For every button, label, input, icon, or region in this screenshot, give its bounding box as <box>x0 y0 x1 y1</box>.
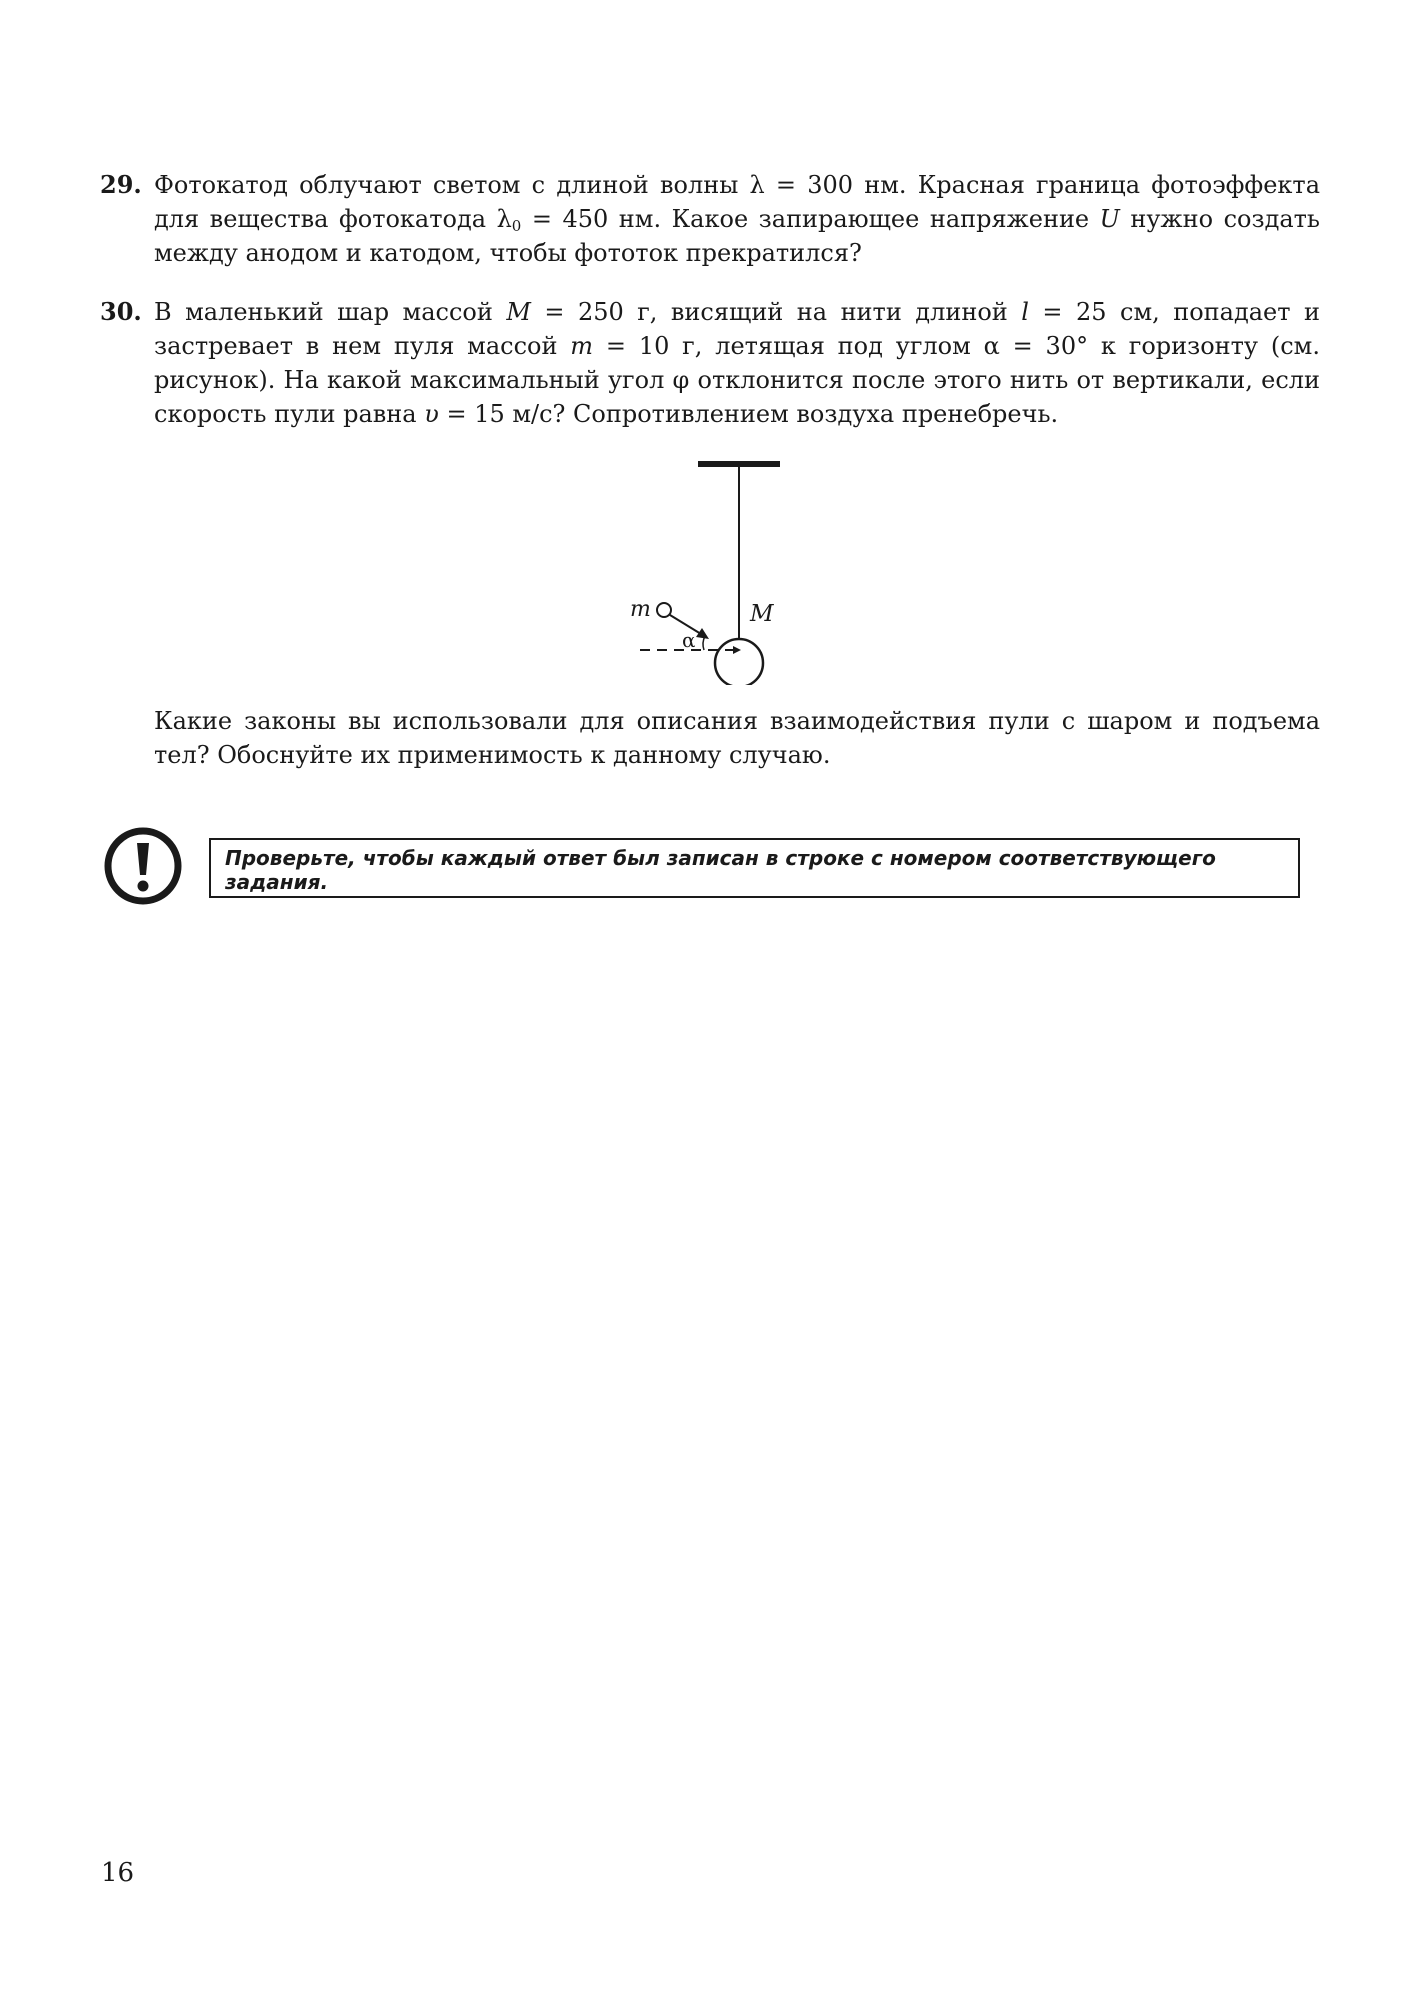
label-m: m <box>630 597 651 622</box>
variable-u: U <box>1099 205 1120 233</box>
arrowhead-icon <box>696 628 709 639</box>
text-part: = 10 г, летящая под углом α = 30° к горизонту (см. рисунок). На какой максимальный угол φ отклонится после этого нить от вертикали, если скорость пули равна <box>154 332 1320 428</box>
problem-text <box>154 295 1320 431</box>
angle-arc <box>703 636 705 650</box>
problem-number: 29. <box>100 170 142 199</box>
variable-big-m: M <box>506 298 531 326</box>
problem-number: 30. <box>100 297 142 326</box>
text-part: = 450 нм. Какое запирающее напряжение <box>521 205 1100 233</box>
text-part: = 250 г, висящий на нити длиной <box>530 298 1022 326</box>
label-alpha: α <box>682 628 696 652</box>
bullet-circle <box>657 603 671 617</box>
text-part: нужно создать между анодом и катодом, чтобы фототок прекратился? <box>154 205 1320 267</box>
variable-v: υ <box>424 400 439 428</box>
text-part: = 15 м/с? Сопротивлением воздуха пренебречь. <box>438 400 1059 428</box>
problem-text <box>154 168 1320 270</box>
problem-30 <box>100 295 1320 431</box>
ball-circle <box>715 639 763 685</box>
text-part: = 25 см, попадает и застревает в нем пуля массой <box>154 298 1321 360</box>
pendulum-figure <box>620 455 800 685</box>
text-part: Фотокатод облучают светом с длиной волны λ = 300 нм. Красная граница фотоэффекта для вещества фотокатода λ <box>154 171 1320 233</box>
problem-29 <box>100 168 1320 270</box>
reminder-box: Проверьте, чтобы каждый ответ был записан в строке с номером соответствующего задания. <box>209 838 1300 898</box>
page-number: 16 <box>101 1858 135 1888</box>
label-big-m: M <box>750 601 774 627</box>
variable-l: l <box>1021 298 1029 326</box>
follow-up-question: Какие законы вы использовали для описания взаимодействия пули с шаром и подъема тел? Обоснуйте их применимость к данному случаю. <box>154 707 1320 769</box>
variable-small-m: m <box>570 332 594 360</box>
text-part: В маленький шар массой <box>154 298 507 326</box>
exclamation-icon <box>103 826 183 906</box>
lambda-subscript: 0 <box>511 217 522 235</box>
